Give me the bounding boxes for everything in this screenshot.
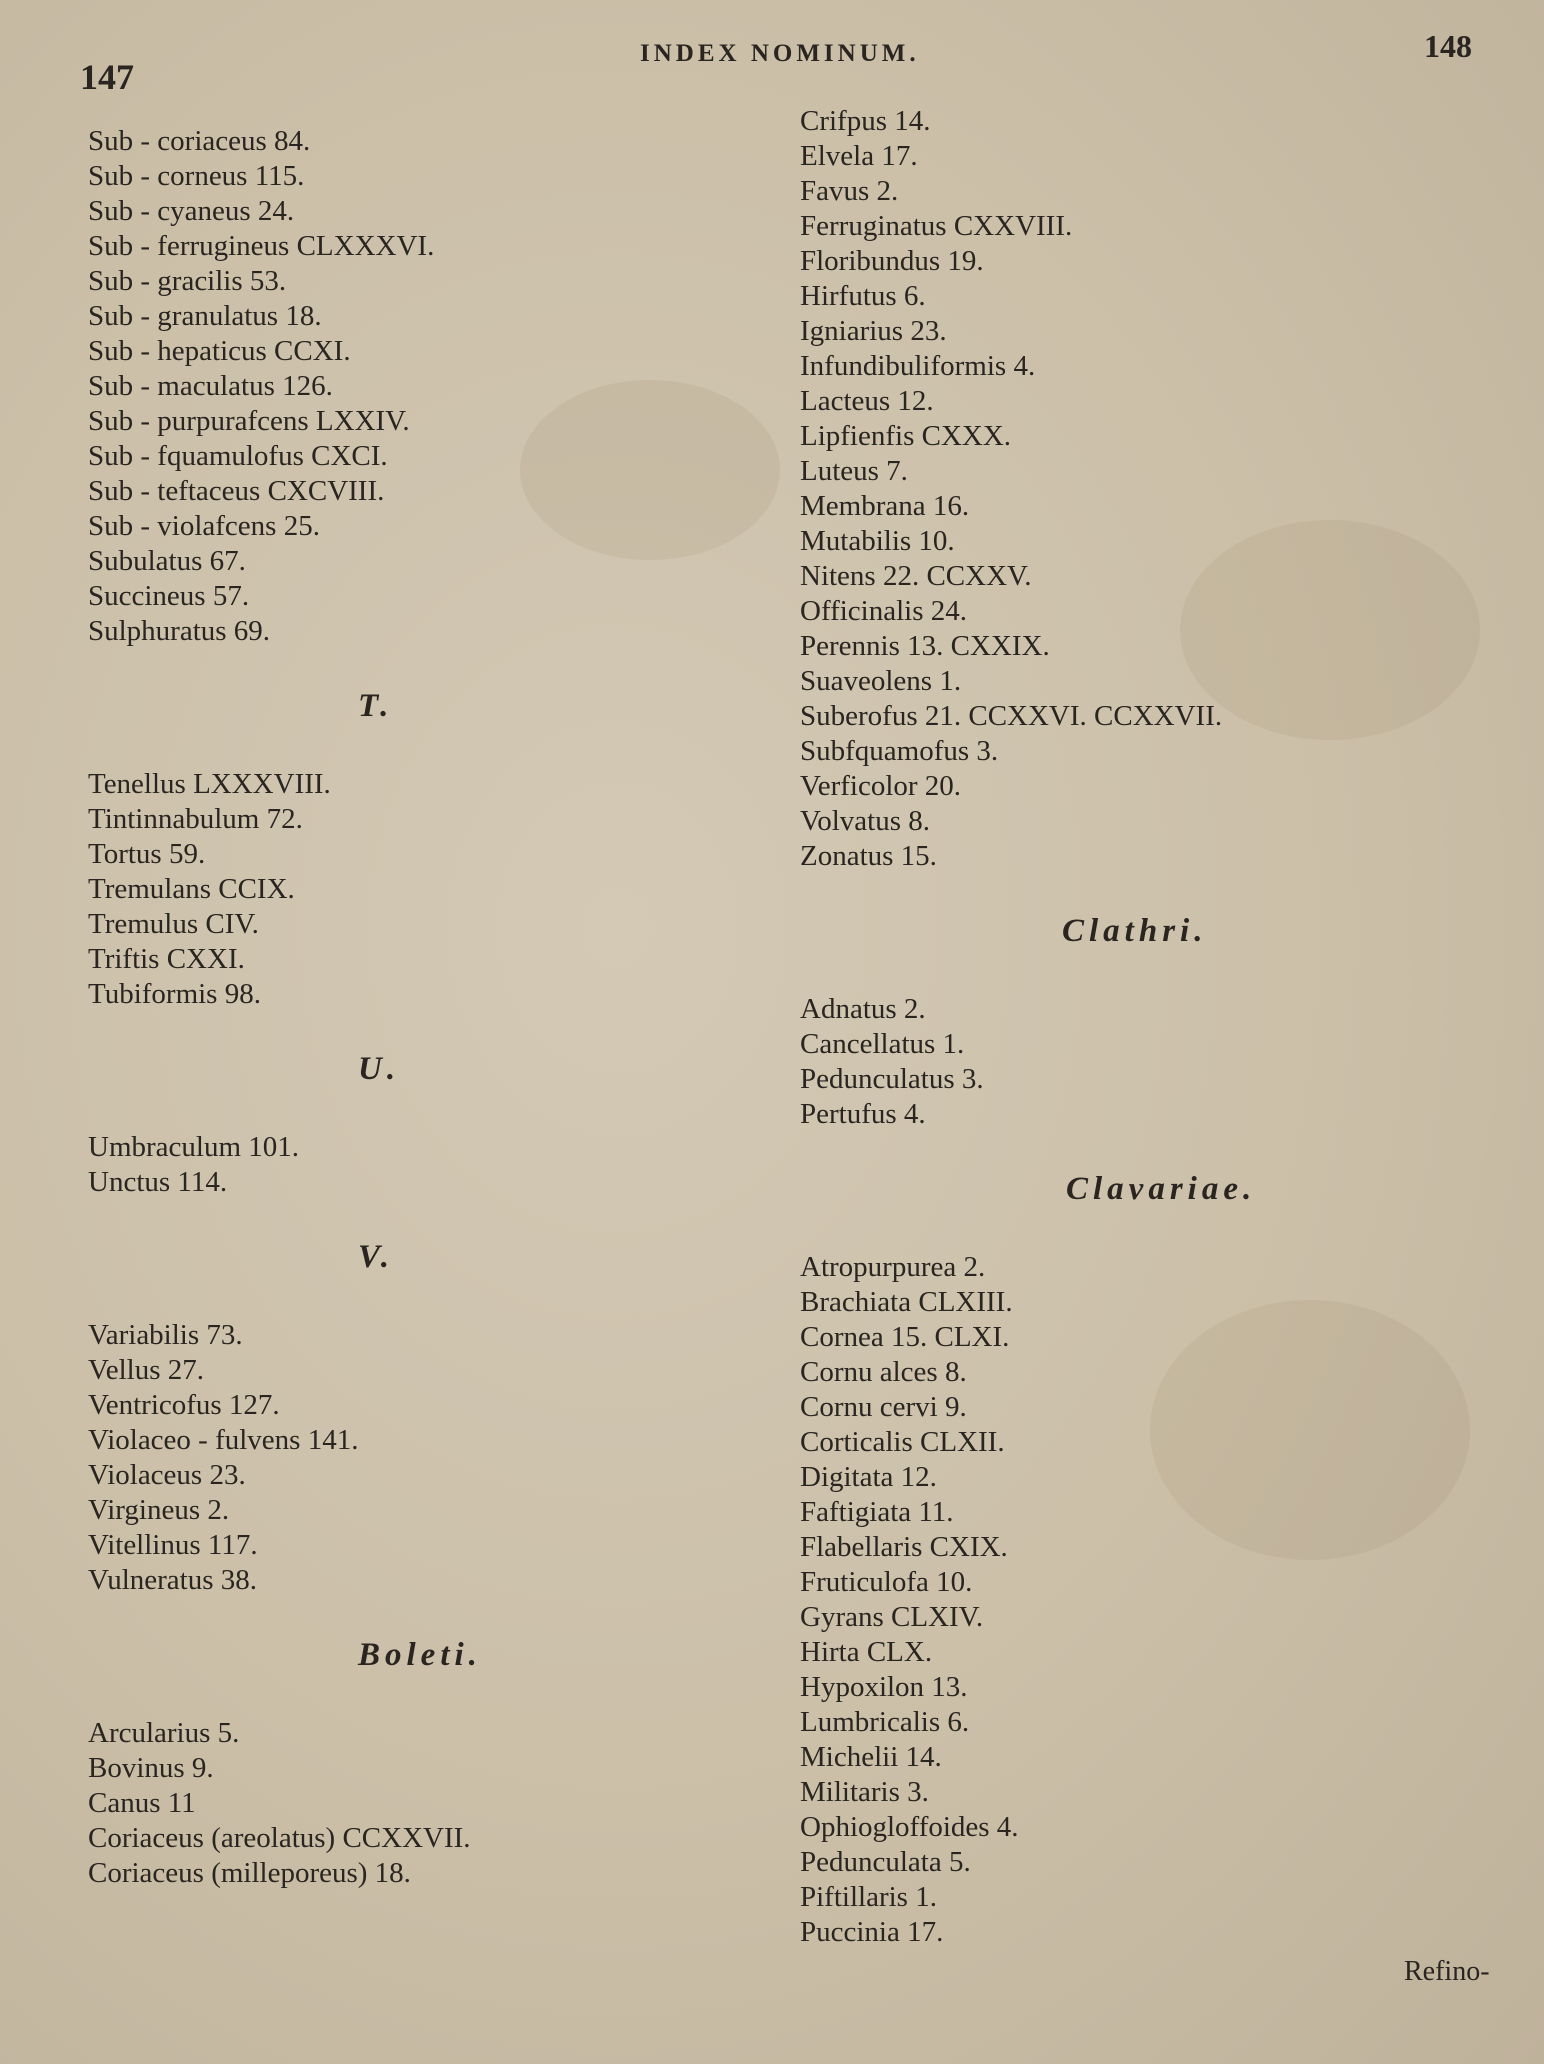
index-entry: Bovinus 9. — [88, 1752, 214, 1784]
index-entry: Canus 11 — [88, 1787, 196, 1819]
index-entry: Atropurpurea 2. — [800, 1251, 986, 1283]
index-entry: Corticalis CLXII. — [800, 1426, 1005, 1458]
index-entry: Violaceo - fulvens 141. — [88, 1424, 359, 1456]
entry-list-t — [88, 767, 788, 1012]
index-entry: Tintinnabulum 72. — [88, 803, 303, 835]
index-entry: Vulneratus 38. — [88, 1564, 258, 1596]
index-entry: Sub - cyaneus 24. — [88, 195, 295, 227]
entry-list-sub — [88, 124, 788, 649]
index-entry: Elvela 17. — [800, 140, 918, 172]
index-entry: Fruticulofa 10. — [800, 1566, 973, 1598]
index-entry: Suaveolens 1. — [800, 665, 962, 697]
index-entry: Pedunculata 5. — [800, 1846, 971, 1878]
index-entry: Sub - ferrugineus CLXXXVI. — [88, 230, 435, 262]
index-entry: Sub - fquamulofus CXCI. — [88, 440, 388, 472]
index-entry: Luteus 7. — [800, 455, 908, 487]
index-entry: Pedunculatus 3. — [800, 1063, 984, 1095]
index-entry: Tubiformis 98. — [88, 978, 261, 1010]
index-entry: Sub - coriaceus 84. — [88, 125, 311, 157]
index-entry: Subfquamofus 3. — [800, 735, 999, 767]
section-heading-u: U. — [358, 1051, 401, 1087]
index-entry: Floribundus 19. — [800, 245, 984, 277]
index-entry: Faftigiata 11. — [800, 1496, 954, 1528]
index-entry: Officinalis 24. — [800, 595, 967, 627]
index-entry: Membrana 16. — [800, 490, 970, 522]
index-entry: Sulphuratus 69. — [88, 615, 271, 647]
index-entry: Umbraculum 101. — [88, 1131, 300, 1163]
index-entry: Michelii 14. — [800, 1741, 942, 1773]
index-entry: Lacteus 12. — [800, 385, 934, 417]
index-entry: Sub - corneus 115. — [88, 160, 305, 192]
index-entry: Militaris 3. — [800, 1776, 929, 1808]
index-entry: Verficolor 20. — [800, 770, 962, 802]
index-entry: Lipfienfis CXXX. — [800, 420, 1012, 452]
running-title: INDEX NOMINUM. — [640, 40, 920, 67]
right-column — [800, 104, 1500, 1950]
index-entry: Hypoxilon 13. — [800, 1671, 968, 1703]
index-entry: Digitata 12. — [800, 1461, 937, 1493]
index-entry: Gyrans CLXIV. — [800, 1601, 984, 1633]
index-entry: Volvatus 8. — [800, 805, 930, 837]
index-entry: Violaceus 23. — [88, 1459, 246, 1491]
index-entry: Puccinia 17. — [800, 1916, 944, 1948]
page-number-right: 148 — [1424, 28, 1472, 64]
index-entry: Zonatus 15. — [800, 840, 937, 872]
entry-list-clavariae — [800, 1250, 1500, 1950]
index-entry: Pertufus 4. — [800, 1098, 926, 1130]
index-entry: Arcularius 5. — [88, 1717, 240, 1749]
index-entry: Hirfutus 6. — [800, 280, 926, 312]
index-entry: Nitens 22. CCXXV. — [800, 560, 1032, 592]
section-heading-boleti: Boleti. — [358, 1637, 482, 1673]
index-entry: Vellus 27. — [88, 1354, 204, 1386]
index-entry: Igniarius 23. — [800, 315, 947, 347]
index-entry: Cornu alces 8. — [800, 1356, 967, 1388]
index-entry: Triftis CXXI. — [88, 943, 245, 975]
index-entry: Tremulans CCIX. — [88, 873, 295, 905]
entry-list-v — [88, 1318, 788, 1598]
index-entry: Tremulus CIV. — [88, 908, 259, 940]
index-entry: Adnatus 2. — [800, 993, 926, 1025]
index-entry: Coriaceus (areolatus) CCXXVII. — [88, 1822, 471, 1854]
index-entry: Piftillaris 1. — [800, 1881, 937, 1913]
index-entry: Coriaceus (milleporeus) 18. — [88, 1857, 411, 1889]
index-entry: Ferruginatus CXXVIII. — [800, 210, 1073, 242]
index-entry: Tenellus LXXXVIII. — [88, 768, 331, 800]
entry-list-boleti — [88, 1716, 788, 1891]
index-entry: Crifpus 14. — [800, 105, 931, 137]
section-heading-v: V. — [358, 1239, 395, 1275]
index-entry: Suberofus 21. CCXXVI. CCXXVII. — [800, 700, 1223, 732]
section-heading-t: T. — [358, 688, 394, 724]
index-entry: Brachiata CLXIII. — [800, 1286, 1013, 1318]
index-entry: Sub - gracilis 53. — [88, 265, 287, 297]
catchword: Refino- — [1404, 1956, 1490, 1987]
entry-list-u — [88, 1130, 788, 1200]
index-entry: Succineus 57. — [88, 580, 250, 612]
section-heading-clathri: Clathri. — [1062, 913, 1208, 949]
index-entry: Unctus 114. — [88, 1166, 228, 1198]
index-entry: Virgineus 2. — [88, 1494, 230, 1526]
index-entry: Ventricofus 127. — [88, 1389, 280, 1421]
index-entry: Sub - teftaceus CXCVIII. — [88, 475, 385, 507]
index-entry: Cornu cervi 9. — [800, 1391, 967, 1423]
index-entry: Sub - purpurafcens LXXIV. — [88, 405, 410, 437]
index-entry: Favus 2. — [800, 175, 899, 207]
index-entry: Vitellinus 117. — [88, 1529, 258, 1561]
index-entry: Ophiogloffoides 4. — [800, 1811, 1019, 1843]
index-entry: Flabellaris CXIX. — [800, 1531, 1008, 1563]
index-entry: Cancellatus 1. — [800, 1028, 965, 1060]
index-entry: Cornea 15. CLXI. — [800, 1321, 1010, 1353]
index-entry: Perennis 13. CXXIX. — [800, 630, 1050, 662]
index-entry: Sub - granulatus 18. — [88, 300, 322, 332]
index-entry: Sub - violafcens 25. — [88, 510, 320, 542]
index-entry: Infundibuliformis 4. — [800, 350, 1036, 382]
entry-list-clathri — [800, 992, 1500, 1132]
index-entry: Lumbricalis 6. — [800, 1706, 970, 1738]
entry-list-polypori — [800, 104, 1500, 874]
index-entry: Sub - maculatus 126. — [88, 370, 333, 402]
index-entry: Sub - hepaticus CCXI. — [88, 335, 351, 367]
section-heading-clavariae: Clavariae. — [1066, 1171, 1257, 1207]
left-column — [88, 124, 788, 1891]
index-entry: Mutabilis 10. — [800, 525, 955, 557]
index-entry: Tortus 59. — [88, 838, 206, 870]
index-entry: Subulatus 67. — [88, 545, 246, 577]
page-number-left: 147 — [80, 57, 134, 97]
index-entry: Hirta CLX. — [800, 1636, 933, 1668]
index-entry: Variabilis 73. — [88, 1319, 243, 1351]
